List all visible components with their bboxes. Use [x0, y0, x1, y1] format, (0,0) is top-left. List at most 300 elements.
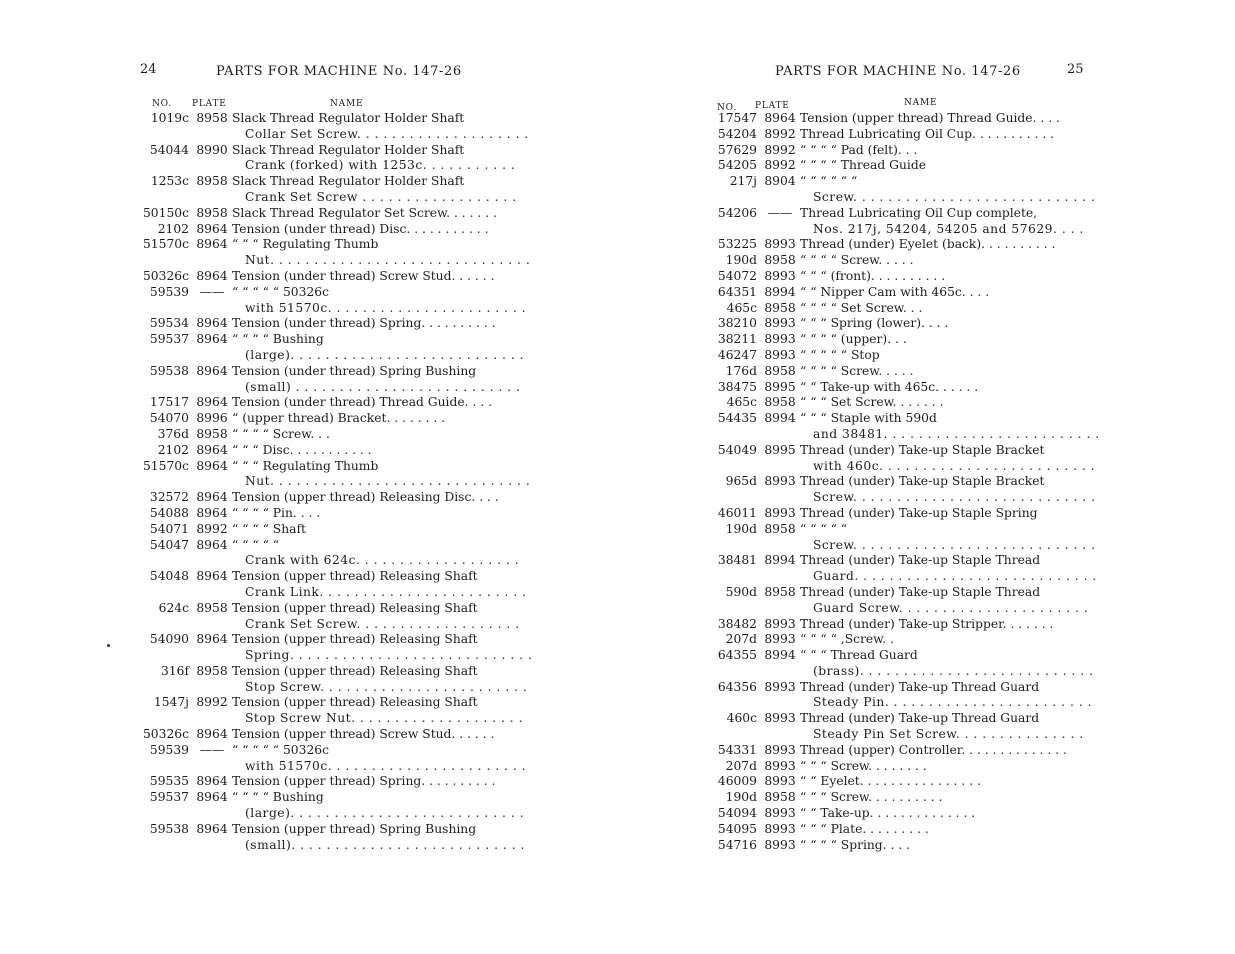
part-number: 54095	[717, 821, 757, 836]
part-name-continued: Stop Screw Nut. . . . . . . . . . . . . . . . . . . .	[245, 711, 524, 726]
part-name: Slack Thread Regulator Set Screw. . . . . . .	[232, 205, 497, 220]
part-entry	[708, 822, 1058, 838]
part-name: Tension (upper thread) Releasing Shaft	[232, 632, 478, 647]
plate-number: ——	[199, 742, 225, 757]
part-name: “ “ “ Spring (lower). . . .	[800, 316, 949, 331]
page-number: 24	[140, 62, 157, 77]
part-entry	[138, 537, 520, 570]
part-entry	[708, 348, 1058, 364]
part-number: 54044	[149, 142, 189, 157]
plate-number: 8964	[196, 490, 228, 505]
part-number: 50326c	[142, 727, 189, 742]
part-name-continued: Steady Pin. . . . . . . . . . . . . . . . . . . . . . . .	[813, 695, 1093, 710]
part-number: 54047	[149, 537, 189, 552]
part-number: 54088	[149, 505, 189, 520]
part-name-continued: (small). . . . . . . . . . . . . . . . . . . . . . . . . . .	[245, 837, 525, 852]
part-name-continued: (brass). . . . . . . . . . . . . . . . . . . . . . . . . . .	[813, 663, 1094, 678]
part-name: “ “ “ “ Pin. . . .	[232, 505, 321, 520]
part-name: Thread (under) Take-up Staple Spring	[800, 505, 1038, 520]
part-name: “ “ “ “ Bushing	[232, 332, 324, 347]
part-number: 465c	[726, 300, 757, 315]
plate-number: 8964	[196, 727, 228, 742]
part-name-continued: Screw. . . . . . . . . . . . . . . . . . . . . . . . . . . .	[813, 537, 1096, 552]
part-number: 54204	[717, 126, 757, 141]
plate-number: 8964	[196, 363, 228, 378]
part-name: Tension (upper thread) Releasing Shaft	[232, 569, 478, 584]
plate-number: 8993	[764, 505, 796, 520]
part-entry	[708, 395, 1058, 411]
column-header-name: NAME	[904, 98, 938, 108]
part-entry	[138, 411, 478, 427]
part-entry	[708, 774, 1058, 790]
part-name: “ “ “ Regulating Thumb	[232, 237, 379, 252]
plate-number: 8993	[764, 742, 796, 757]
part-name: Thread (under) Take-up Stripper. . . . . . .	[800, 616, 1054, 631]
part-number: 54205	[717, 158, 757, 173]
part-name: “ “ “ “ “ 50326c	[232, 742, 329, 757]
part-entry	[708, 127, 1058, 143]
part-number: 54048	[149, 569, 189, 584]
plate-number: 8993	[764, 837, 796, 852]
plate-number: 8964	[196, 221, 228, 236]
part-entry	[708, 143, 1058, 159]
plate-number: 8993	[764, 347, 796, 362]
part-number: 38211	[717, 332, 757, 347]
part-number: 176d	[725, 363, 757, 378]
part-entry	[138, 205, 497, 222]
part-number: 190d	[725, 253, 757, 268]
part-name: Slack Thread Regulator Holder Shaft	[232, 142, 465, 157]
part-entry	[708, 742, 1067, 759]
part-name: Thread (under) Take-up Staple Thread	[800, 584, 1041, 599]
part-entry	[138, 663, 528, 696]
plate-number: 8958	[764, 253, 796, 268]
column-header-no: NO.	[152, 99, 172, 109]
part-entry	[138, 522, 478, 538]
page-number: 25	[1067, 62, 1084, 77]
part-entry	[138, 221, 489, 238]
plate-number: 8958	[764, 584, 796, 599]
column-header-plate: PLATE	[192, 99, 227, 109]
plate-number: 8994	[764, 284, 796, 299]
part-number: 465c	[726, 395, 757, 410]
part-entry	[138, 332, 525, 364]
part-number: 59537	[149, 790, 189, 805]
part-number: 38481	[717, 553, 757, 568]
part-entry	[708, 838, 1058, 854]
part-name: “ “ “ “ Set Screw. . .	[800, 300, 923, 315]
part-number: 59537	[149, 332, 189, 347]
plate-number: 8958	[764, 395, 796, 410]
plate-number: ——	[767, 205, 793, 220]
part-name: “ “ “ Set Screw. . . . . . .	[800, 395, 944, 410]
plate-number: 8993	[764, 806, 796, 821]
plate-number: 8964	[764, 111, 796, 125]
part-number: 207d	[725, 758, 757, 773]
part-name: “ “ “ “ “	[800, 521, 848, 536]
part-name-continued: and 38481. . . . . . . . . . . . . . . . . . . . . . . . .	[813, 426, 1100, 441]
part-number: 17517	[149, 395, 189, 410]
part-entry	[708, 521, 1096, 554]
part-entry	[708, 648, 1094, 680]
plate-number: 8993	[764, 332, 796, 347]
plate-number: 8958	[196, 174, 228, 189]
part-number: 376d	[157, 426, 189, 441]
plate-number: 8964	[196, 569, 228, 584]
plate-number: 8964	[196, 395, 228, 410]
part-entry	[708, 632, 1058, 648]
part-name: “ “ “ Staple with 590d	[800, 411, 937, 426]
part-number: 316f	[160, 663, 189, 678]
part-name: Thread Lubricating Oil Cup. . . . . . . . . . .	[800, 126, 1055, 141]
part-entry	[138, 790, 525, 822]
part-entry	[138, 742, 527, 775]
plate-number: 8992	[196, 521, 228, 536]
part-name: “ “ “ Screw. . . . . . . . . .	[800, 790, 943, 805]
part-number: 207d	[725, 632, 757, 647]
plate-number: 8958	[764, 300, 796, 315]
plate-number: 8993	[764, 774, 796, 789]
part-number: 64351	[717, 284, 757, 299]
part-entry	[708, 158, 1058, 174]
part-name: “ “ “ “ “ Stop	[800, 347, 880, 362]
plate-number: 8995	[764, 379, 796, 394]
part-number: 59539	[149, 284, 189, 299]
part-name-continued: Nut. . . . . . . . . . . . . . . . . . . . . . . . . . . . . .	[245, 253, 531, 268]
plate-number: 8964	[196, 505, 228, 520]
part-entry	[138, 268, 495, 285]
plate-number: 8992	[764, 126, 796, 141]
plate-number: 8992	[196, 695, 228, 710]
part-number: 590d	[725, 584, 757, 599]
part-number: 217j	[729, 174, 757, 189]
part-number: 1019c	[150, 111, 189, 125]
part-number: 46011	[717, 505, 757, 520]
part-entry	[708, 380, 1058, 396]
part-entry	[138, 363, 521, 396]
part-number: 190d	[725, 521, 757, 536]
plate-number: 8995	[764, 442, 796, 457]
part-entry	[708, 679, 1093, 712]
part-entry	[138, 600, 520, 633]
part-name: Thread Lubricating Oil Cup complete,	[800, 205, 1038, 220]
part-name: Tension (upper thread) Releasing Shaft	[232, 600, 478, 615]
part-name: Tension (upper thread) Releasing Disc. . . .	[232, 490, 499, 505]
plate-number: 8993	[764, 268, 796, 283]
plate-number: 8993	[764, 474, 796, 489]
part-name-continued: Spring. . . . . . . . . . . . . . . . . . . . . . . . . . . .	[245, 648, 533, 663]
part-number: 2102	[157, 221, 189, 236]
plate-number: 8964	[196, 442, 228, 457]
part-entry	[708, 332, 1058, 348]
part-entry	[708, 759, 1058, 775]
part-number: 1253c	[150, 174, 189, 189]
part-name: Thread (under) Take-up Staple Bracket	[800, 474, 1045, 489]
part-name: Tension (under thread) Spring Bushing	[232, 363, 477, 378]
part-name-continued: (small) . . . . . . . . . . . . . . . . . . . . . . . . . .	[245, 379, 521, 394]
part-number: 54049	[717, 442, 757, 457]
part-entry	[138, 443, 478, 459]
part-name-continued: Nos. 217j, 54204, 54205 and 57629. . . .	[813, 221, 1084, 236]
part-number: 54072	[717, 268, 757, 283]
part-entry	[138, 316, 496, 332]
part-name-continued: Collar Set Screw. . . . . . . . . . . . . . . . . . . .	[245, 126, 529, 141]
part-entry	[138, 237, 531, 269]
part-number: 17547	[717, 111, 757, 125]
column-header-no: NO.	[717, 103, 737, 113]
part-name: Tension (upper thread) Releasing Shaft	[232, 663, 478, 678]
part-entry	[138, 142, 516, 175]
part-entry	[138, 506, 478, 522]
part-number: 624c	[158, 600, 189, 615]
plate-number: 8964	[196, 790, 228, 805]
plate-number: 8993	[764, 237, 796, 252]
part-number: 54090	[149, 632, 189, 647]
part-number: 64356	[717, 679, 757, 694]
plate-number: 8964	[196, 632, 228, 647]
scan-speck	[107, 644, 110, 647]
part-entry	[708, 411, 1100, 443]
plate-number: 8958	[196, 426, 228, 441]
part-name: Thread (under) Take-up Staple Thread	[800, 553, 1041, 568]
plate-number: 8964	[196, 821, 228, 836]
part-entry	[138, 727, 495, 743]
part-entry	[708, 806, 1058, 822]
part-entry	[708, 617, 1058, 633]
part-number: 57629	[717, 142, 757, 157]
part-name-continued: Stop Screw. . . . . . . . . . . . . . . . . . . . . . . .	[245, 679, 528, 694]
part-entry	[138, 821, 525, 854]
plate-number: 8904	[764, 174, 796, 189]
plate-number: 8990	[196, 142, 228, 157]
part-name: “ (upper thread) Bracket. . . . . . . .	[232, 411, 446, 426]
plate-number: 8993	[764, 679, 796, 694]
part-entry	[708, 364, 1058, 380]
part-name: Slack Thread Regulator Holder Shaft	[232, 111, 465, 125]
part-number: 51570c	[142, 237, 189, 252]
part-number: 46009	[717, 774, 757, 789]
part-name: “ “ “ Regulating Thumb	[232, 458, 379, 473]
plate-number: 8993	[764, 616, 796, 631]
part-name-continued: Crank Set Screw. . . . . . . . . . . . . . . . . . .	[245, 616, 520, 631]
column-header-plate: PLATE	[755, 101, 790, 111]
part-name: “ “ Nipper Cam with 465c. . . .	[800, 284, 990, 299]
right-page	[618, 0, 1235, 954]
plate-number: 8958	[764, 521, 796, 536]
part-name: Tension (upper thread) Releasing Shaft	[232, 695, 478, 710]
part-name-continued: Crank with 624c. . . . . . . . . . . . . . . . . . .	[245, 553, 520, 568]
part-entry	[138, 632, 533, 664]
part-number: 32572	[149, 490, 189, 505]
plate-number: 8992	[764, 158, 796, 173]
page-header: PARTS FOR MACHINE No. 147-26	[775, 64, 1021, 79]
parts-list	[708, 111, 1100, 853]
part-number: 50150c	[142, 205, 189, 220]
part-number: 59535	[149, 774, 189, 789]
part-name: Tension (upper thread) Screw Stud. . . . . .	[232, 727, 495, 742]
part-entry	[708, 474, 1096, 506]
part-entry	[138, 427, 478, 443]
part-entry	[138, 695, 524, 727]
part-name: Tension (upper thread) Spring Bushing	[232, 821, 477, 836]
plate-number: 8964	[196, 774, 228, 789]
part-entry	[138, 284, 527, 317]
plate-number: 8964	[196, 237, 228, 252]
part-number: 59538	[149, 821, 189, 836]
part-name: “ “ “ “ “	[232, 537, 280, 552]
part-name-continued: Nut. . . . . . . . . . . . . . . . . . . . . . . . . . . . . .	[245, 474, 531, 489]
part-entry	[138, 774, 496, 790]
plate-number: 8958	[764, 363, 796, 378]
part-entry	[708, 553, 1097, 585]
page-header: PARTS FOR MACHINE No. 147-26	[216, 64, 462, 79]
part-entry	[708, 790, 1058, 806]
part-number: 38475	[717, 379, 757, 394]
part-name: “ “ “ “ Spring. . . .	[800, 837, 911, 852]
plate-number: 8994	[764, 648, 796, 663]
part-name: Thread (under) Take-up Thread Guard	[800, 679, 1040, 694]
part-number: 59538	[149, 363, 189, 378]
plate-number: 8958	[764, 790, 796, 805]
part-entry	[708, 111, 1058, 127]
part-name: Thread (under) Take-up Staple Bracket	[800, 442, 1045, 457]
part-entry	[708, 205, 1084, 238]
part-name-continued: Crank Link. . . . . . . . . . . . . . . . . . . . . . . .	[245, 584, 527, 599]
plate-number: 8996	[196, 411, 228, 426]
part-name: “ “ “ Screw. . . . . . . .	[800, 758, 927, 773]
plate-number: ——	[199, 284, 225, 299]
part-name: “ “ “ Disc. . . . . . . . . . .	[232, 442, 372, 457]
part-name: Thread (under) Eyelet (back). . . . . . . . . .	[800, 237, 1056, 252]
plate-number: 8964	[196, 332, 228, 347]
plate-number: 8958	[196, 600, 228, 615]
part-name: “ “ “ “ Thread Guide	[800, 158, 926, 173]
part-number: 38482	[717, 616, 757, 631]
part-name-continued: with 51570c. . . . . . . . . . . . . . . . . . . . . . .	[245, 758, 527, 773]
part-number: 59539	[149, 742, 189, 757]
part-entry	[708, 285, 1058, 301]
part-number: 54716	[717, 837, 757, 852]
part-number: 190d	[725, 790, 757, 805]
part-entry	[708, 269, 1058, 285]
part-name-continued: (large). . . . . . . . . . . . . . . . . . . . . . . . . . .	[245, 347, 525, 362]
part-name: “ “ “ “ Pad (felt). . .	[800, 142, 918, 157]
plate-number: 8964	[196, 458, 228, 473]
part-entry	[708, 301, 1058, 317]
part-name: Tension (under thread) Thread Guide. . . .	[232, 395, 492, 410]
part-name: “ “ “ “ Screw. . . . .	[800, 363, 914, 378]
plate-number: 8958	[196, 663, 228, 678]
part-name-continued: Guard. . . . . . . . . . . . . . . . . . . . . . . . . . . .	[813, 569, 1097, 584]
plate-number: 8993	[764, 632, 796, 647]
part-number: 50326c	[142, 268, 189, 283]
part-entry	[708, 506, 1058, 522]
part-number: 54331	[717, 742, 757, 757]
part-name: “ “ “ “ (upper). . .	[800, 332, 907, 347]
part-entry	[708, 174, 1096, 206]
part-number: 965d	[725, 474, 757, 489]
part-number: 64355	[717, 648, 757, 663]
part-entry	[708, 584, 1089, 617]
plate-number: 8964	[196, 537, 228, 552]
part-name: Tension (upper thread) Spring. . . . . . . . . .	[232, 774, 496, 789]
part-entry	[138, 569, 527, 601]
part-entry	[138, 458, 531, 491]
part-name-continued: Screw. . . . . . . . . . . . . . . . . . . . . . . . . . . .	[813, 490, 1096, 505]
plate-number: 8964	[196, 268, 228, 283]
part-number: 54070	[149, 411, 189, 426]
part-number: 51570c	[142, 458, 189, 473]
part-name-continued: Screw. . . . . . . . . . . . . . . . . . . . . . . . . . . .	[813, 189, 1096, 204]
part-entry	[708, 711, 1084, 743]
part-entry	[138, 111, 529, 143]
parts-list	[138, 111, 533, 853]
plate-number: 8993	[764, 821, 796, 836]
part-name: “ “ Eyelet. . . . . . . . . . . . . . . .	[800, 774, 981, 789]
part-entry	[708, 442, 1096, 475]
plate-number: 8994	[764, 553, 796, 568]
plate-number: 8993	[764, 316, 796, 331]
part-entry	[708, 253, 1058, 269]
part-entry	[138, 395, 492, 411]
part-name-continued: Crank Set Screw . . . . . . . . . . . . . . . . . .	[245, 189, 517, 204]
part-number: 54206	[717, 205, 757, 220]
part-name: “ “ “ “ “ “	[800, 174, 858, 189]
part-number: 54435	[717, 411, 757, 426]
part-name-continued: with 460c. . . . . . . . . . . . . . . . . . . . . . . . .	[813, 458, 1096, 473]
part-entry	[138, 490, 499, 506]
part-name: “ “ “ “ Screw. . .	[232, 426, 330, 441]
part-name-continued: Steady Pin Set Screw. . . . . . . . . . . . . . .	[813, 727, 1084, 742]
part-name: “ “ “ (front). . . . . . . . . .	[800, 268, 946, 283]
plate-number: 8958	[196, 205, 228, 220]
part-name-continued: (large). . . . . . . . . . . . . . . . . . . . . . . . . . .	[245, 806, 525, 821]
part-number: 53225	[717, 237, 757, 252]
part-number: 54071	[149, 521, 189, 536]
part-name: Tension (upper thread) Thread Guide. . . .	[800, 111, 1060, 125]
plate-number: 8958	[196, 111, 228, 125]
part-name-continued: with 51570c. . . . . . . . . . . . . . . . . . . . . . .	[245, 300, 527, 315]
plate-number: 8992	[764, 142, 796, 157]
part-name: Thread (under) Take-up Thread Guard	[800, 711, 1040, 726]
part-name-continued: Crank (forked) with 1253c. . . . . . . . . . .	[245, 158, 516, 173]
part-name: “ “ “ Thread Guard	[800, 648, 918, 663]
plate-number: 8964	[196, 316, 228, 331]
part-name: Thread (upper) Controller. . . . . . . . . . . . . .	[800, 742, 1067, 757]
part-number: 2102	[157, 442, 189, 457]
part-number: 54094	[717, 806, 757, 821]
part-name: “ “ Take-up. . . . . . . . . . . . . .	[800, 806, 976, 821]
part-number: 460c	[726, 711, 757, 726]
part-name: “ “ Take-up with 465c. . . . . .	[800, 379, 979, 394]
part-entry	[138, 174, 517, 206]
part-name: “ “ “ “ Bushing	[232, 790, 324, 805]
part-name: Tension (under thread) Disc. . . . . . . . . . .	[232, 221, 489, 236]
part-name: Tension (under thread) Screw Stud. . . . . .	[232, 268, 495, 283]
part-name-continued: Guard Screw. . . . . . . . . . . . . . . . . . . . . .	[813, 600, 1089, 615]
part-name: “ “ “ Plate. . . . . . . . .	[800, 821, 929, 836]
column-header-name: NAME	[330, 99, 364, 109]
plate-number: 8994	[764, 411, 796, 426]
part-number: 59534	[149, 316, 189, 331]
part-name: “ “ “ “ ,Screw. .	[800, 632, 894, 647]
part-entry	[708, 316, 1058, 332]
part-name: “ “ “ “ Shaft	[232, 521, 306, 536]
part-name: “ “ “ “ Screw. . . . .	[800, 253, 914, 268]
plate-number: 8993	[764, 711, 796, 726]
part-name: “ “ “ “ “ 50326c	[232, 284, 329, 299]
part-entry	[708, 237, 1058, 253]
